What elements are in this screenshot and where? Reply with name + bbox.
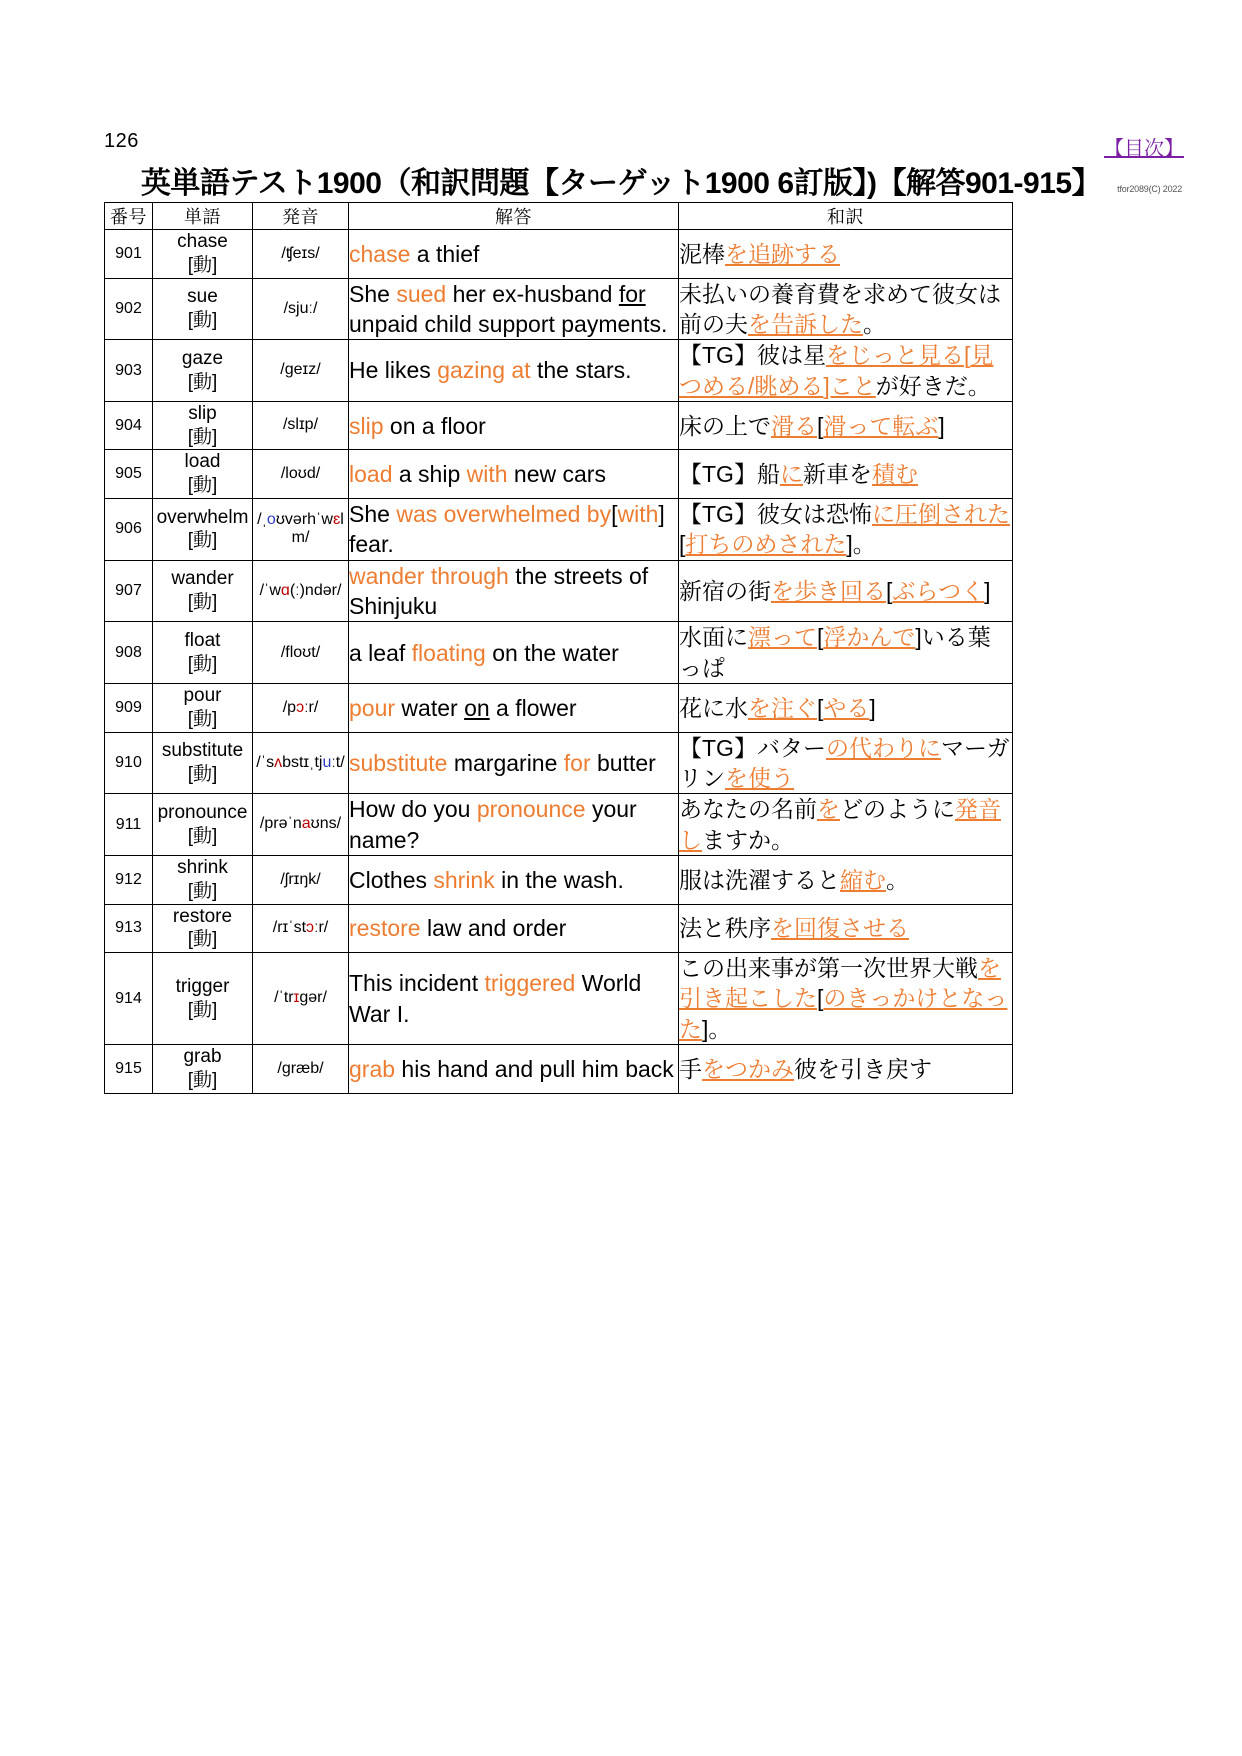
cell-translation: 未払いの養育費を求めて彼女は前の夫を告訴した。 [679, 278, 1013, 340]
word-part-of-speech: [動] [187, 592, 218, 614]
cell-pronunciation: /slɪp/ [253, 401, 349, 450]
word-part-of-speech: [動] [187, 763, 218, 785]
table-row [105, 450, 1013, 499]
cell-translation: 泥棒を追跡する [679, 230, 1013, 279]
cell-number: 903 [105, 340, 153, 402]
table-row [105, 953, 1013, 1045]
cell-pronunciation: /ˈsʌbstɪˌtjuːt/ [253, 732, 349, 794]
cell-answer: load a ship with new cars [349, 450, 679, 499]
cell-number: 909 [105, 684, 153, 733]
cell-number: 906 [105, 498, 153, 560]
cell-translation: 花に水を注ぐ[やる] [679, 684, 1013, 733]
table-row [105, 560, 1013, 622]
word-part-of-speech: [動] [187, 999, 218, 1021]
cell-number: 911 [105, 794, 153, 856]
cell-pronunciation: /ˈtrɪgər/ [253, 953, 349, 1045]
cell-translation: この出来事が第一次世界大戦を引き起こした[のきっかけとなった]。 [679, 953, 1013, 1045]
table-row [105, 622, 1013, 684]
cell-answer: How do you pronounce your name? [349, 794, 679, 856]
word-part-of-speech: [動] [187, 1069, 218, 1091]
cell-number: 907 [105, 560, 153, 622]
cell-number: 914 [105, 953, 153, 1045]
word-part-of-speech: [動] [187, 371, 218, 393]
word-part-of-speech: [動] [187, 929, 218, 951]
table-row [105, 401, 1013, 450]
word-text: load [184, 451, 221, 473]
vocabulary-table [104, 202, 1013, 1094]
word-text: sue [187, 286, 218, 308]
cell-word [153, 684, 253, 733]
word-part-of-speech: [動] [187, 880, 218, 902]
word-text: gaze [181, 347, 224, 369]
cell-pronunciation: /loʊd/ [253, 450, 349, 499]
copyright-notice: tfor2089(C) 2022 [1117, 184, 1182, 194]
column-header-word: 単語 [153, 203, 253, 230]
cell-pronunciation: /prəˈnaʊns/ [253, 794, 349, 856]
cell-number: 912 [105, 856, 153, 905]
word-text: float [184, 629, 221, 651]
cell-number: 913 [105, 904, 153, 953]
word-part-of-speech: [動] [187, 426, 218, 448]
word-text: pronounce [157, 801, 248, 823]
cell-word [153, 401, 253, 450]
word-part-of-speech: [動] [187, 475, 218, 497]
column-header-translation: 和訳 [679, 203, 1013, 230]
page-number: 126 [104, 130, 139, 152]
cell-answer: slip on a floor [349, 401, 679, 450]
word-text: substitute [161, 740, 244, 762]
table-row [105, 1045, 1013, 1094]
table-row [105, 278, 1013, 340]
word-text: overwhelm [156, 506, 249, 528]
cell-pronunciation: /græb/ [253, 1045, 349, 1094]
cell-word [153, 340, 253, 402]
cell-pronunciation: /geɪz/ [253, 340, 349, 402]
table-of-contents-link[interactable]: 【目次】 [1104, 138, 1184, 160]
cell-answer: grab his hand and pull him back [349, 1045, 679, 1094]
cell-number: 910 [105, 732, 153, 794]
table-row [105, 340, 1013, 402]
cell-number: 901 [105, 230, 153, 279]
cell-translation: あなたの名前をどのように発音しますか。 [679, 794, 1013, 856]
cell-answer: Clothes shrink in the wash. [349, 856, 679, 905]
cell-translation: 床の上で滑る[滑って転ぶ] [679, 401, 1013, 450]
cell-word [153, 230, 253, 279]
cell-number: 905 [105, 450, 153, 499]
cell-number: 908 [105, 622, 153, 684]
cell-pronunciation: /ʧeɪs/ [253, 230, 349, 279]
cell-number: 915 [105, 1045, 153, 1094]
table-row [105, 498, 1013, 560]
cell-word [153, 278, 253, 340]
table-header-row [105, 203, 1013, 230]
cell-answer: She sued her ex-husband for unpaid child support payments. [349, 278, 679, 340]
table-row [105, 684, 1013, 733]
cell-word [153, 1045, 253, 1094]
cell-pronunciation: /sjuː/ [253, 278, 349, 340]
cell-pronunciation: /ˌoʊvərhˈwɛlm/ [253, 498, 349, 560]
cell-translation: 【TG】船に新車を積む [679, 450, 1013, 499]
page-title: 英単語テスト1900（和訳問題【ターゲット1900 6訂版】)【解答901-915】 [140, 167, 1102, 200]
word-text: pour [183, 685, 222, 707]
cell-translation: 【TG】バターの代わりにマーガリンを使う [679, 732, 1013, 794]
cell-number: 904 [105, 401, 153, 450]
cell-word [153, 622, 253, 684]
word-part-of-speech: [動] [187, 825, 218, 847]
table-row [105, 904, 1013, 953]
cell-translation: 服は洗濯すると縮む。 [679, 856, 1013, 905]
cell-pronunciation: /rɪˈstɔːr/ [253, 904, 349, 953]
table-row [105, 230, 1013, 279]
word-text: chase [177, 231, 228, 252]
cell-answer: She was overwhelmed by[with] fear. [349, 498, 679, 560]
cell-word [153, 904, 253, 953]
cell-translation: 法と秩序を回復させる [679, 904, 1013, 953]
word-text: trigger [175, 975, 230, 997]
word-part-of-speech: [動] [187, 530, 218, 552]
cell-pronunciation: /floʊt/ [253, 622, 349, 684]
cell-word [153, 560, 253, 622]
cell-word [153, 953, 253, 1045]
cell-word [153, 498, 253, 560]
cell-word [153, 794, 253, 856]
cell-answer: wander through the streets of Shinjuku [349, 560, 679, 622]
cell-answer: This incident triggered World War I. [349, 953, 679, 1045]
word-text: restore [172, 905, 233, 927]
cell-word [153, 732, 253, 794]
word-text: wander [171, 568, 234, 590]
cell-translation: 【TG】彼は星をじっと見る[見つめる/眺める]ことが好きだ。 [679, 340, 1013, 402]
cell-answer: a leaf floating on the water [349, 622, 679, 684]
cell-answer: substitute margarine for butter [349, 732, 679, 794]
word-part-of-speech: [動] [187, 254, 218, 276]
cell-answer: chase a thief [349, 230, 679, 279]
column-header-number: 番号 [105, 203, 153, 230]
cell-answer: He likes gazing at the stars. [349, 340, 679, 402]
column-header-answer: 解答 [349, 203, 679, 230]
column-header-pronunciation: 発音 [253, 203, 349, 230]
cell-number: 902 [105, 278, 153, 340]
cell-word [153, 856, 253, 905]
word-part-of-speech: [動] [187, 708, 218, 730]
word-text: shrink [177, 857, 228, 879]
word-part-of-speech: [動] [187, 309, 218, 331]
word-part-of-speech: [動] [187, 653, 218, 675]
word-text: slip [188, 402, 217, 424]
table-row [105, 794, 1013, 856]
word-text: grab [183, 1046, 222, 1068]
cell-answer: restore law and order [349, 904, 679, 953]
table-row [105, 732, 1013, 794]
cell-translation: 【TG】彼女は恐怖に圧倒された[打ちのめされた]。 [679, 498, 1013, 560]
cell-pronunciation: /ʃrɪŋk/ [253, 856, 349, 905]
cell-translation: 手をつかみ彼を引き戻す [679, 1045, 1013, 1094]
cell-pronunciation: /ˈwɑ(ː)ndər/ [253, 560, 349, 622]
table-row [105, 856, 1013, 905]
cell-word [153, 450, 253, 499]
cell-answer: pour water on a flower [349, 684, 679, 733]
cell-translation: 水面に漂って[浮かんで]いる葉っぱ [679, 622, 1013, 684]
cell-pronunciation: /pɔːr/ [253, 684, 349, 733]
cell-translation: 新宿の街を歩き回る[ぶらつく] [679, 560, 1013, 622]
